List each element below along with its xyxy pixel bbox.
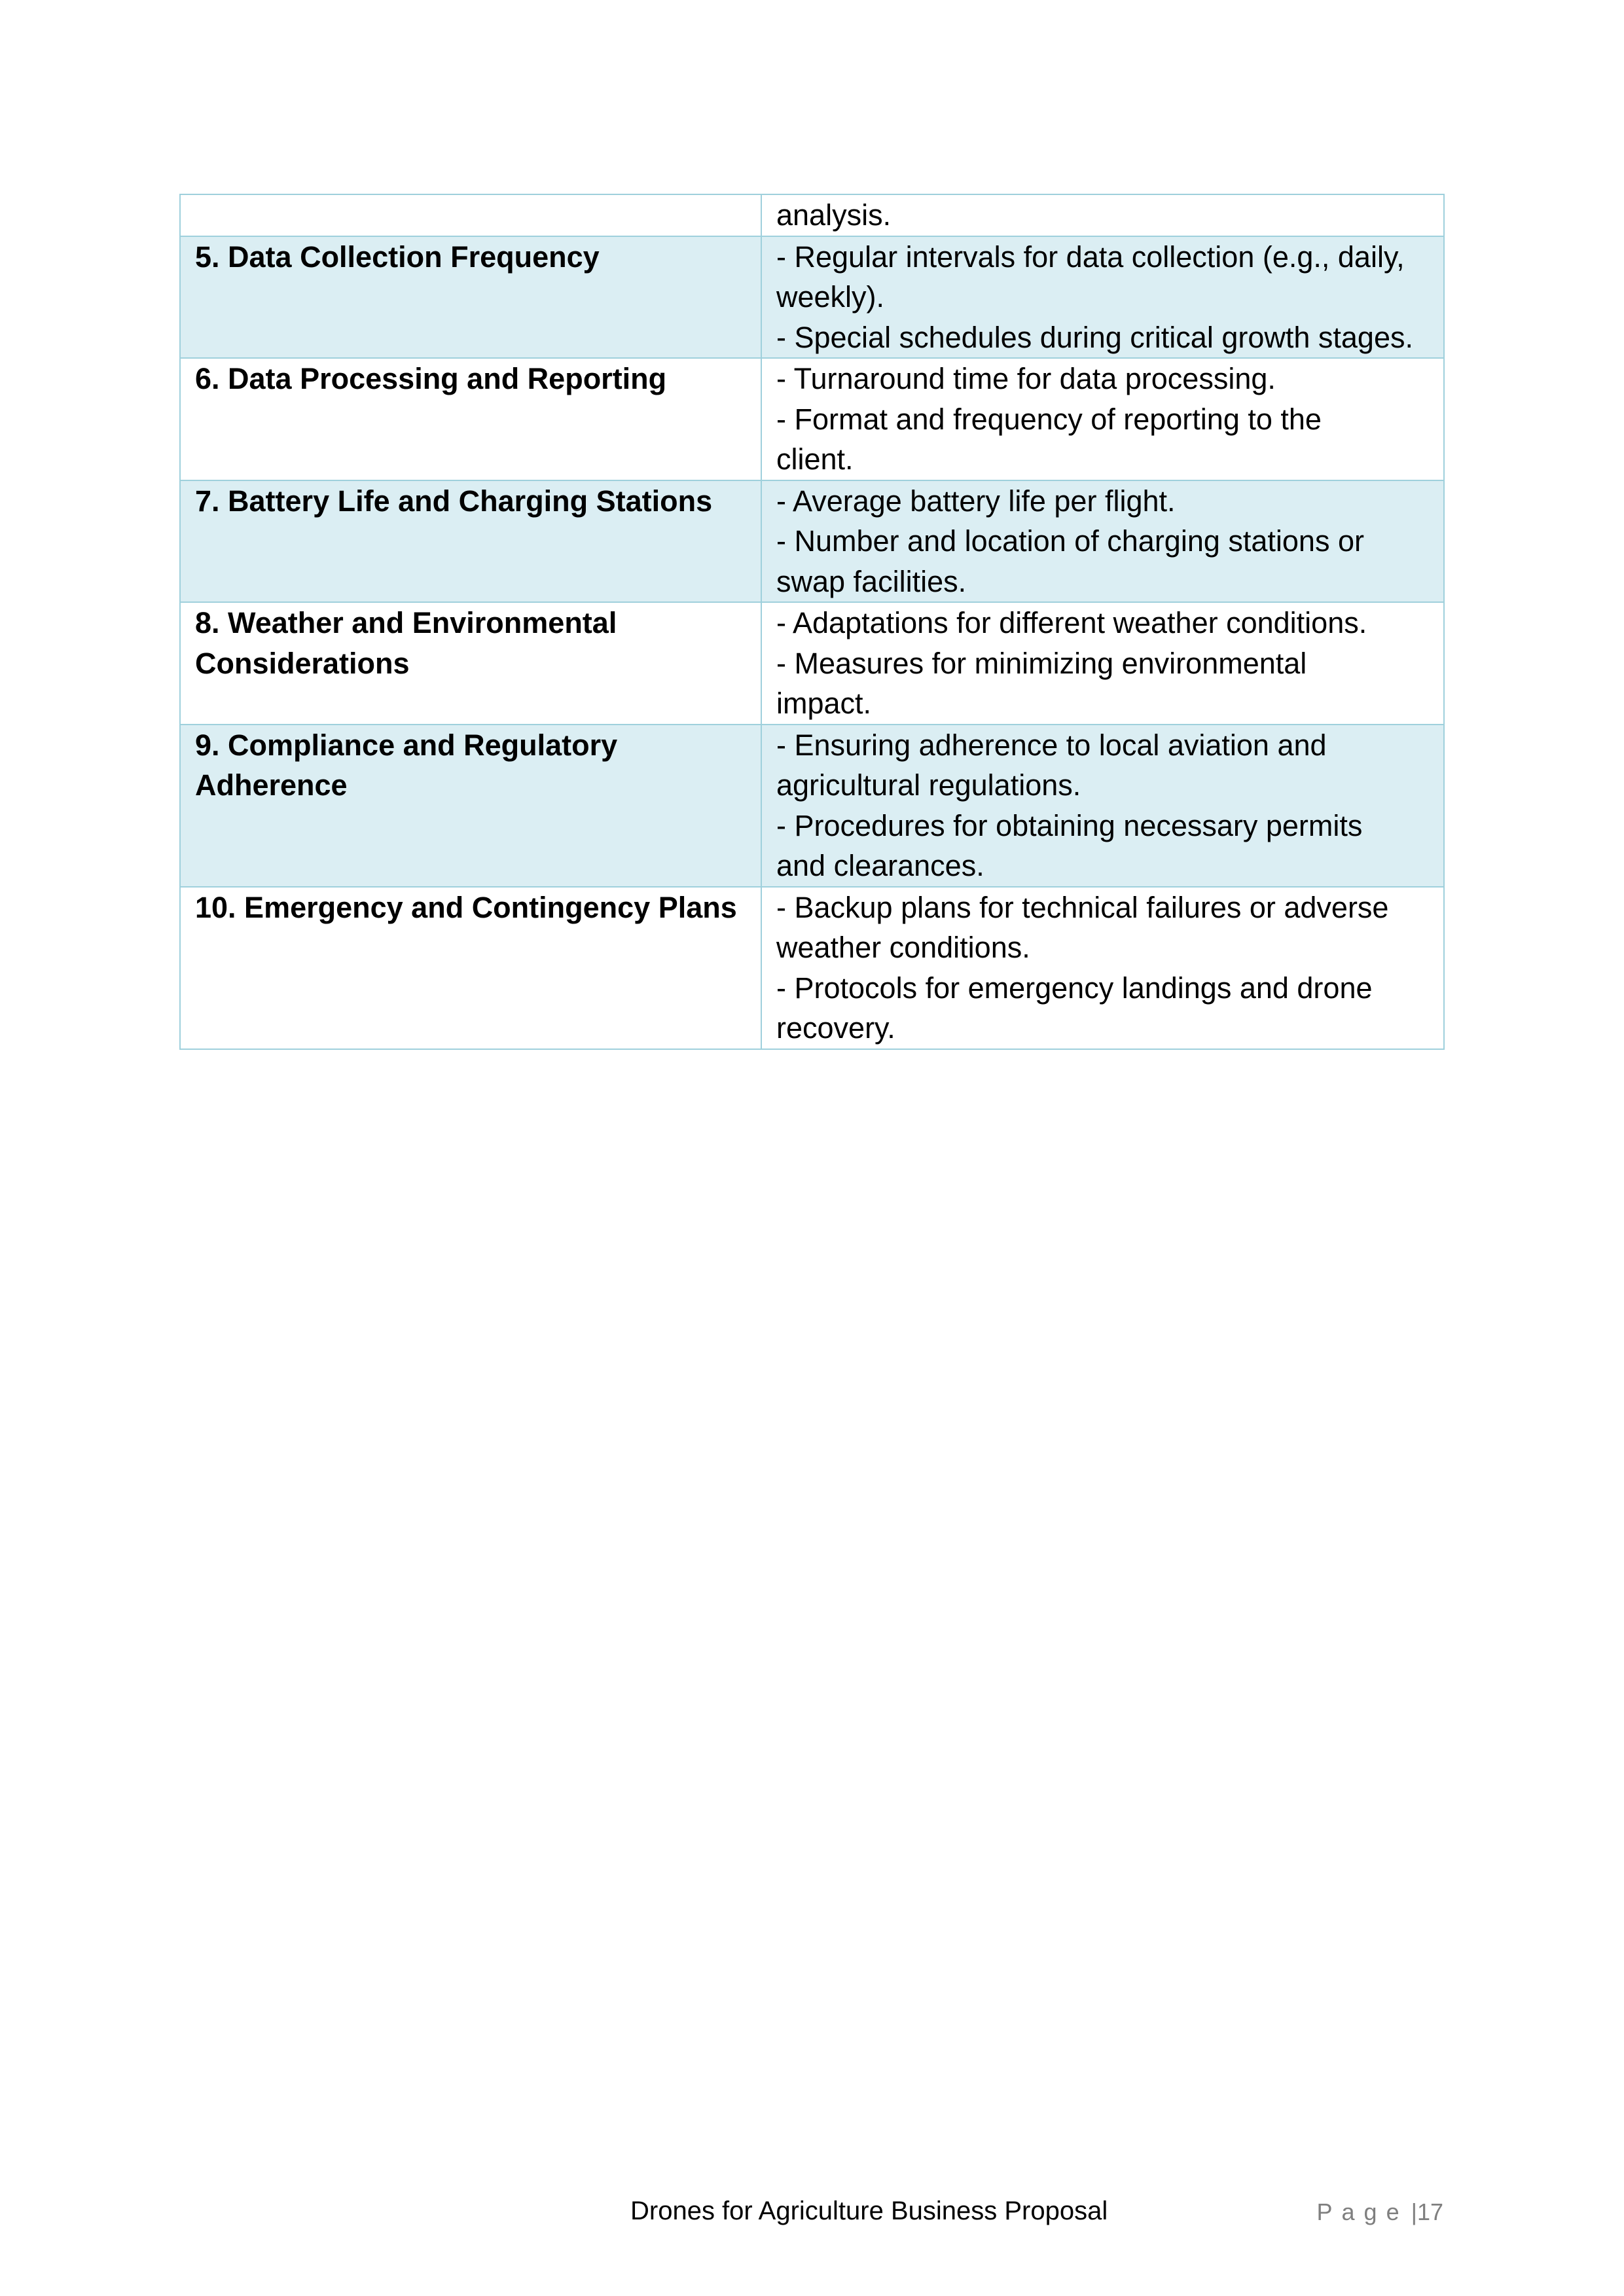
detail-line: - Number and location of charging stations or [776, 524, 1364, 558]
item-cell [180, 602, 761, 725]
item-title: 7. Battery Life and Charging Stations [195, 484, 713, 518]
item-cell [180, 358, 761, 480]
footer-page-indicator [1317, 2197, 1443, 2228]
details-cell [761, 480, 1444, 603]
footer-title: Drones for Agriculture Business Proposal [630, 2197, 1108, 2225]
plan-table-body [180, 194, 1444, 1049]
detail-line: agricultural regulations. [776, 768, 1081, 802]
item-line: 8. Weather and Environmental [195, 606, 617, 639]
table-row [180, 358, 1444, 480]
item-title: 6. Data Processing and Reporting [195, 362, 667, 395]
item-line: 9. Compliance and Regulatory [195, 728, 618, 762]
page-label: Page [1316, 2198, 1409, 2225]
item-title: 5. Data Collection Frequency [195, 240, 600, 274]
table-row [180, 194, 1444, 236]
detail-line: recovery. [776, 1011, 895, 1045]
item-title: 10. Emergency and Contingency Plans [195, 890, 737, 924]
detail-line: - Adaptations for different weather conditions. [776, 606, 1367, 639]
table-row [180, 725, 1444, 887]
table-row [180, 602, 1444, 725]
detail-line: - Average battery life per flight. [776, 484, 1176, 518]
plan-table [179, 194, 1445, 1050]
details-cell [761, 194, 1444, 236]
item-line: Adherence [195, 768, 348, 802]
detail-line: weekly). [776, 280, 885, 314]
detail-line: - Special schedules during critical growth stages. [776, 320, 1413, 354]
item-line: Considerations [195, 646, 410, 680]
detail-line: weather conditions. [776, 931, 1030, 964]
details-cell [761, 725, 1444, 887]
detail-line: and clearances. [776, 849, 984, 882]
details-cell [761, 887, 1444, 1049]
detail-line: - Ensuring adherence to local aviation and [776, 728, 1327, 762]
detail-line: impact. [776, 687, 872, 720]
item-cell [180, 887, 761, 1049]
detail-line: - Protocols for emergency landings and drone [776, 971, 1373, 1005]
detail-line: - Format and frequency of reporting to the [776, 402, 1322, 436]
details-cell [761, 602, 1444, 725]
details-cell [761, 236, 1444, 359]
detail-line: - Measures for minimizing environmental [776, 646, 1307, 680]
item-cell [180, 194, 761, 236]
detail-line: - Turnaround time for data processing. [776, 362, 1276, 395]
detail-line: analysis. [776, 198, 892, 232]
detail-line: - Regular intervals for data collection (e.g., daily, [776, 240, 1405, 274]
page-separator: | [1411, 2198, 1417, 2225]
table-row [180, 480, 1444, 603]
item-cell [180, 236, 761, 359]
detail-line: - Backup plans for technical failures or adverse [776, 890, 1389, 924]
detail-line: swap facilities. [776, 564, 967, 598]
table-row [180, 236, 1444, 359]
details-cell [761, 358, 1444, 480]
table-row [180, 887, 1444, 1049]
item-cell [180, 480, 761, 603]
detail-line: - Procedures for obtaining necessary permits [776, 808, 1363, 842]
detail-line: client. [776, 442, 854, 476]
page-number: 17 [1416, 2198, 1443, 2225]
item-cell [180, 725, 761, 887]
